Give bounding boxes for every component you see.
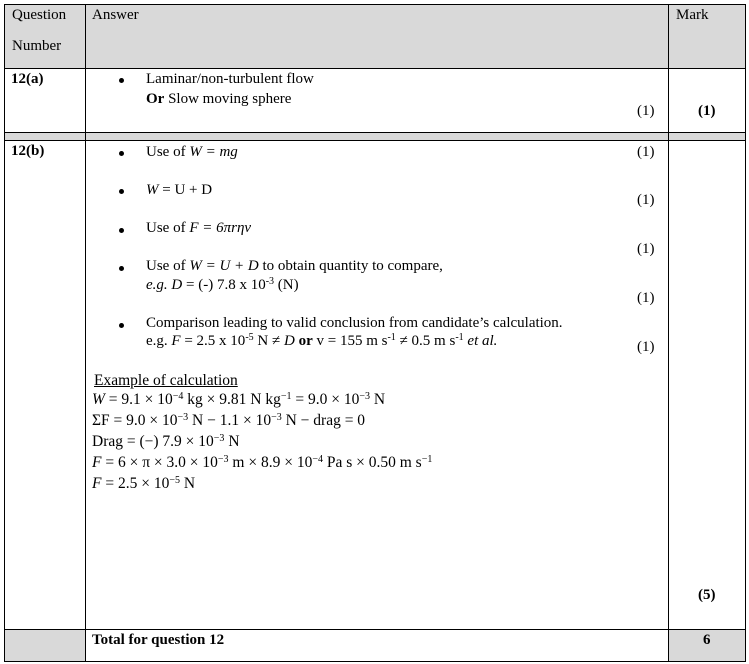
answer-12b-point-5-line1: Comparison leading to valid conclusion from candidate’s calculation. [146, 315, 563, 331]
row-12a-bottom-border [4, 132, 746, 133]
table-right-border [745, 4, 746, 662]
bullet-12b-1 [119, 151, 124, 156]
answer-12b-point-4-line2: e.g. D = (-) 7.8 x $10^{-3}$ (N) [146, 276, 299, 293]
answer-12b-point-5-line2: e.g. F = 2.5 x $10^{-5}$ N ≠ D or v = 155 m $s^{-1} \ne 0.5$ m $s^{-1}$ et al. [146, 332, 498, 349]
question-12b-number: 12(b) [11, 143, 45, 159]
bullet-12a [119, 78, 124, 83]
question-number-header-line1: Question [12, 7, 67, 23]
calculation-heading: Example of calculation [94, 372, 238, 389]
total-label: Total for question 12 [92, 632, 225, 648]
answer-12a-alternative: Slow moving sphere [164, 91, 292, 107]
answer-12a-line2 [146, 91, 291, 108]
footer-left-shading [4, 629, 85, 662]
question-number-header-line2: Number [12, 38, 62, 54]
question-12a-number: 12(a) [11, 71, 44, 87]
answer-mark-divider [668, 4, 669, 662]
answer-12a-line1: Laminar/non-turbulent flow [146, 71, 314, 87]
header-bottom-border [4, 68, 746, 69]
answer-12b-point-3: Use of F = 6πrηv [146, 220, 252, 236]
mark-12b-total: (5) [698, 587, 716, 603]
mark-12b-item-5: (1) [637, 339, 655, 355]
number-answer-divider [85, 4, 86, 662]
table-left-border [4, 4, 5, 662]
mark-12a-total: (1) [698, 103, 716, 119]
mark-12b-item-4: (1) [637, 290, 655, 306]
calculation-line-4: $F = 6 \times \pi \times 3.0 \times 10^{-3}$ $m \times 8.9 \times 10^{-4}$ Pa s × 0.50 m $s^{-1}$ [92, 454, 433, 471]
spacer-bottom-border [4, 140, 746, 141]
table-top-border [4, 4, 746, 5]
bullet-12b-5 [119, 323, 124, 328]
calculation-line-2: $\Sigma F = 9.0 \times 10^{-3}$ $N - 1.1 \times 10^{-3}$ N − drag = 0 [92, 412, 366, 429]
mark-header: Mark [676, 7, 709, 23]
answer-header: Answer [92, 7, 139, 23]
bullet-12b-4 [119, 266, 124, 271]
calculation-line-5: $F = 2.5 \times 10^{-5}$ N [92, 475, 196, 492]
total-mark: 6 [703, 632, 711, 648]
answer-12b-point-2: W = U + D [146, 182, 213, 198]
calculation-line-3: Drag = (−) $7.9 \times 10^{-3}$ N [92, 433, 240, 450]
or-keyword: Or [146, 91, 165, 107]
bullet-12b-3 [119, 228, 124, 233]
mark-12b-item-2: (1) [637, 192, 655, 208]
mark-12b-item-1: (1) [637, 144, 655, 160]
bullet-12b-2 [119, 189, 124, 194]
calculation-line-1: $W = 9.1 \times 10^{-4}$ kg × 9.81 N $kg^{-1} = 9.0 \times 10^{-3}$ N [92, 391, 386, 408]
answer-12b-point-4-line1: Use of W = U + D to obtain quantity to compare, [146, 258, 443, 274]
answer-12b-point-1: Use of W = mg [146, 144, 238, 160]
table-bottom-border [4, 661, 746, 662]
mark-12a-item: (1) [637, 103, 655, 119]
spacer-row-shading [4, 132, 745, 140]
row-12b-bottom-border [4, 629, 746, 630]
mark-12b-item-3: (1) [637, 241, 655, 257]
